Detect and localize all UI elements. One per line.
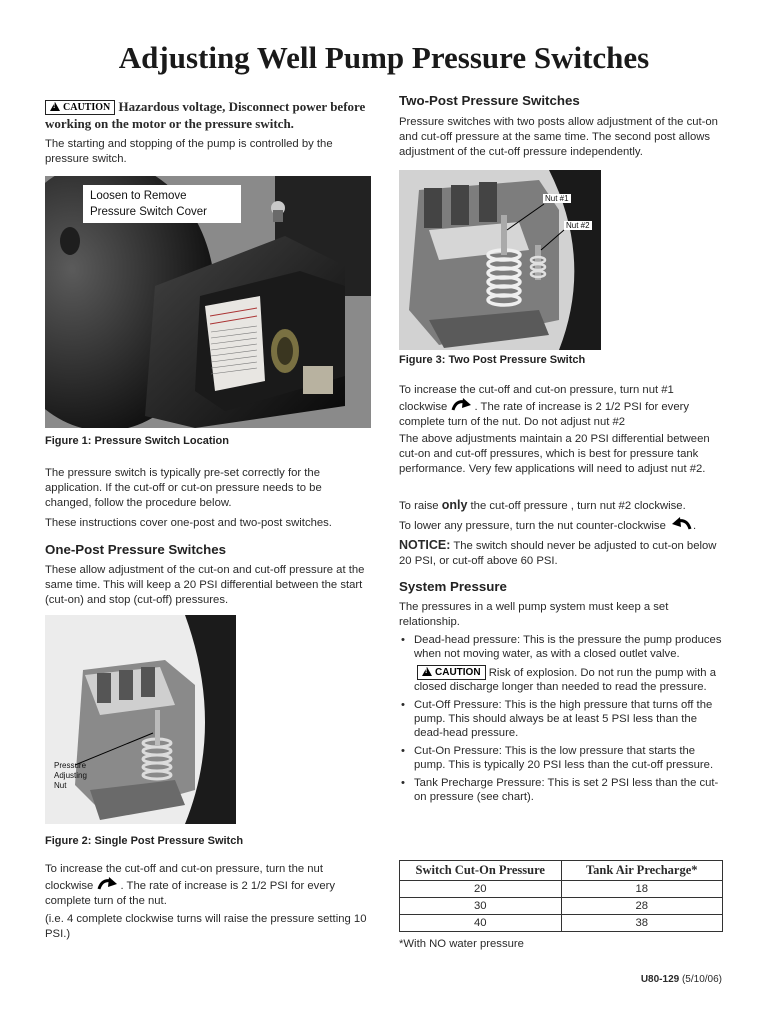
warning-triangle-icon [50,102,60,111]
nut1-label: Nut #1 [545,194,569,203]
caution-warning [45,98,370,132]
two-post-increase-text: To increase the cut-off and cut-on pressure, turn nut #1 clockwise . The rate of increase is 2 1/2 PSI for every complete turn of the nut. Do not adjust nut #2 [399,384,690,428]
pressure-list [399,633,724,804]
table-footnote: *With NO water pressure [399,938,524,950]
system-intro-text: The pressures in a well pump system must keep a set relationship. [399,601,669,628]
list-item: • Dead-head pressure: This is the pressure the pump produces when not moving water, as with a closed outlet valve. !CAUTION Risk of explosion. Do not run the pump with a closed discharge longer than needed to read the pressure. [399,633,724,694]
preset-text: The pressure switch is typically pre-set correctly for the application. If the cut-off or cut-on pressure needs to be changed, follow the procedure below. [45,467,322,509]
clockwise-arrow-icon [96,877,120,893]
nut2-label: Nut #2 [566,221,590,230]
table-row: 20 18 [400,881,723,898]
one-post-increase-text: To increase the cut-off and cut-on pressure, turn the nut clockwise . The rate of increase is 2 1/2 PSI for every complete turn of the nut. [45,863,336,907]
system-pressure-heading: System Pressure [399,579,507,594]
single-post-switch-photo [45,615,236,824]
lower-text: To lower any pressure, turn the nut counter-clockwise . [399,517,724,534]
caution-badge: !CAUTION [417,665,486,680]
counter-clockwise-arrow-icon [669,517,693,533]
intro-text: The starting and stopping of the pump is controlled by the pressure switch. [45,138,333,165]
covers-text: These instructions cover one-post and two-post switches. [45,517,332,529]
table-row: 40 38 [400,915,723,932]
figure3-photo [399,170,601,350]
table-row: 30 28 [400,898,723,915]
caution-badge: !CAUTION [45,100,115,115]
raise-text: To raise only the cut-off pressure , turn nut #2 clockwise. [399,498,686,512]
maintain-text: The above adjustments maintain a 20 PSI differential between cut-on and cut-off pressures, which is best for pressure tank performance. Very few applications will need to adjust nut #2. [399,433,710,475]
list-item: • Tank Precharge Pressure: This is set 2 PSI less than the cut-on pressure (see chart). [399,776,724,804]
warning-triangle-icon [422,667,432,676]
figure2-caption: Figure 2: Single Post Pressure Switch [45,835,244,847]
figure2-photo [45,615,236,824]
clockwise-arrow-icon [450,398,474,414]
list-item: • Cut-On Pressure: This is the low pressure that starts the pump. This is typically 20 PSI less than the cut-off pressure. [399,744,724,772]
warning-heading: Hazardous voltage, Disconnect power before working on the motor or the pressure switch. [45,99,366,131]
figure1-photo [45,176,371,428]
figure1-caption: Figure 1: Pressure Switch Location [45,435,229,447]
figure2-label: Pressure Adjusting Nut [54,761,87,790]
explosion-caution: !CAUTION Risk of explosion. Do not run the pump with a closed discharge longer than needed to read the pressure. [414,665,724,694]
list-item: • Cut-Off Pressure: This is the high pressure that turns off the pump. This should always be at least 5 PSI less than the dead-head pressure. [399,698,724,740]
precharge-table [399,860,723,932]
table-header: Switch Cut-On Pressure [400,861,562,881]
figure3-caption: Figure 3: Two Post Pressure Switch [399,354,586,366]
one-post-heading: One-Post Pressure Switches [45,542,227,557]
document-code: U80-129 (5/10/06) [640,974,722,985]
page-title: Adjusting Well Pump Pressure Switches [118,40,650,75]
figure1-callout: Loosen to Remove Pressure Switch Cover [83,185,241,223]
two-post-text: Pressure switches with two posts allow adjustment of the cut-on and cut-off pressure at the same time. The second post allows adjustment of the cut-off pressure independently. [399,116,718,158]
one-post-example-text: (i.e. 4 complete clockwise turns will raise the pressure setting 10 PSI.) [45,913,367,940]
two-post-heading: Two-Post Pressure Switches [399,93,580,108]
one-post-text: These allow adjustment of the cut-on and cut-off pressure at the same time. This will keep a 20 PSI differential between the start (cut-on) and stop (cut-off) pressures. [45,564,365,606]
two-post-switch-photo [399,170,601,350]
table-header: Tank Air Precharge* [561,861,723,881]
notice-text: NOTICE: The switch should never be adjusted to cut-on below 20 PSI, or cut-off above 60 PSI. [399,538,717,567]
